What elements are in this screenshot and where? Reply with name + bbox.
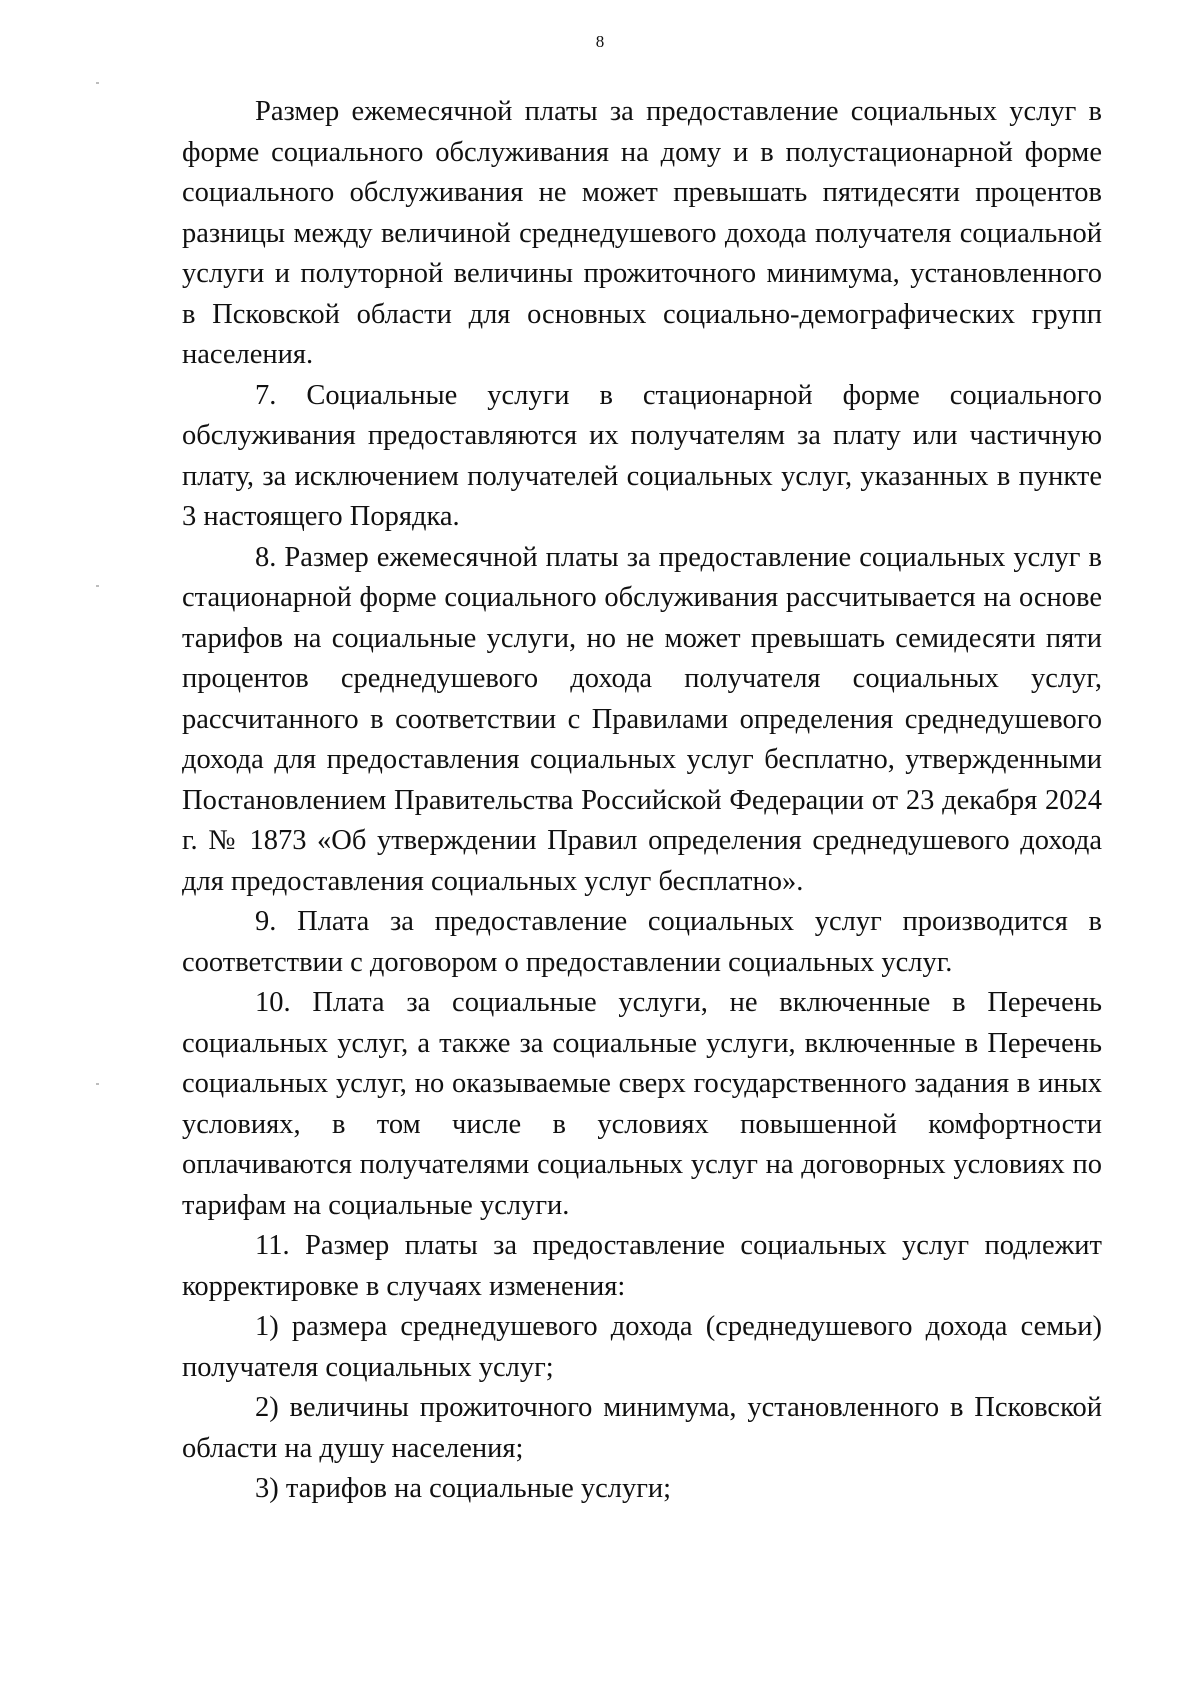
scan-artifact-mark (96, 82, 99, 84)
list-item-2: 2) величины прожиточного минимума, установленного в Псковской области на душу населения; (182, 1392, 1102, 1464)
paragraph-item-9: 9. Плата за предоставление социальных услуг производится в соответствии с договором о предоставлении социальных услуг. (182, 906, 1102, 978)
document-body (182, 92, 1102, 1510)
list-item-3: 3) тарифов на социальные услуги; (255, 1473, 672, 1504)
paragraph-fee-limit-home-care: Размер ежемесячной платы за предоставление социальных услуг в форме социального обслуживания на дому и в полустационарной форме социального обслуживания не может превышать пятидесяти процентов разницы между величиной среднедушевого дохода получателя социальной услуги и полуторной величины прожиточного минимума, установленного в Псковской области для основных социально-демографических групп населения. (182, 96, 1102, 370)
paragraph-item-7: 7. Социальные услуги в стационарной форме социального обслуживания предоставляются их получателям за плату или частичную плату, за исключением получателей социальных услуг, указанных в пункте 3 настоящего Порядка. (182, 379, 1102, 532)
paragraph-item-8: 8. Размер ежемесячной платы за предоставление социальных услуг в стационарной форме социального обслуживания рассчитывается на основе тарифов на социальные услуги, но не может превышать семидесяти пяти процентов среднедушевого дохода получателя социальных услуг, рассчитанного в соответствии с Правилами определения среднедушевого дохода для предоставления социальных услуг бесплатно, утвержденными Постановлением Правительства Российской Федерации от 23 декабря 2024 г. № 1873 «Об утверждении Правил определения среднедушевого дохода для предоставления социальных услуг бесплатно». (182, 541, 1102, 897)
scan-artifact-mark (96, 1083, 99, 1085)
page-number: 8 (595, 32, 605, 51)
paragraph-item-10: 10. Плата за социальные услуги, не включенные в Перечень социальных услуг, а также за социальные услуги, включенные в Перечень социальных услуг, но оказываемые сверх государственного задания в иных условиях, в том числе в условиях повышенной комфортности оплачиваются получателями социальных услуг на договорных условиях по тарифам на социальные услуги. (182, 987, 1102, 1221)
list-item-1: 1) размера среднедушевого дохода (среднедушевого дохода семьи) получателя социальных услуг; (182, 1311, 1102, 1383)
scan-artifact-mark (96, 585, 99, 587)
paragraph-item-11: 11. Размер платы за предоставление социальных услуг подлежит корректировке в случаях изменения: (182, 1230, 1102, 1302)
